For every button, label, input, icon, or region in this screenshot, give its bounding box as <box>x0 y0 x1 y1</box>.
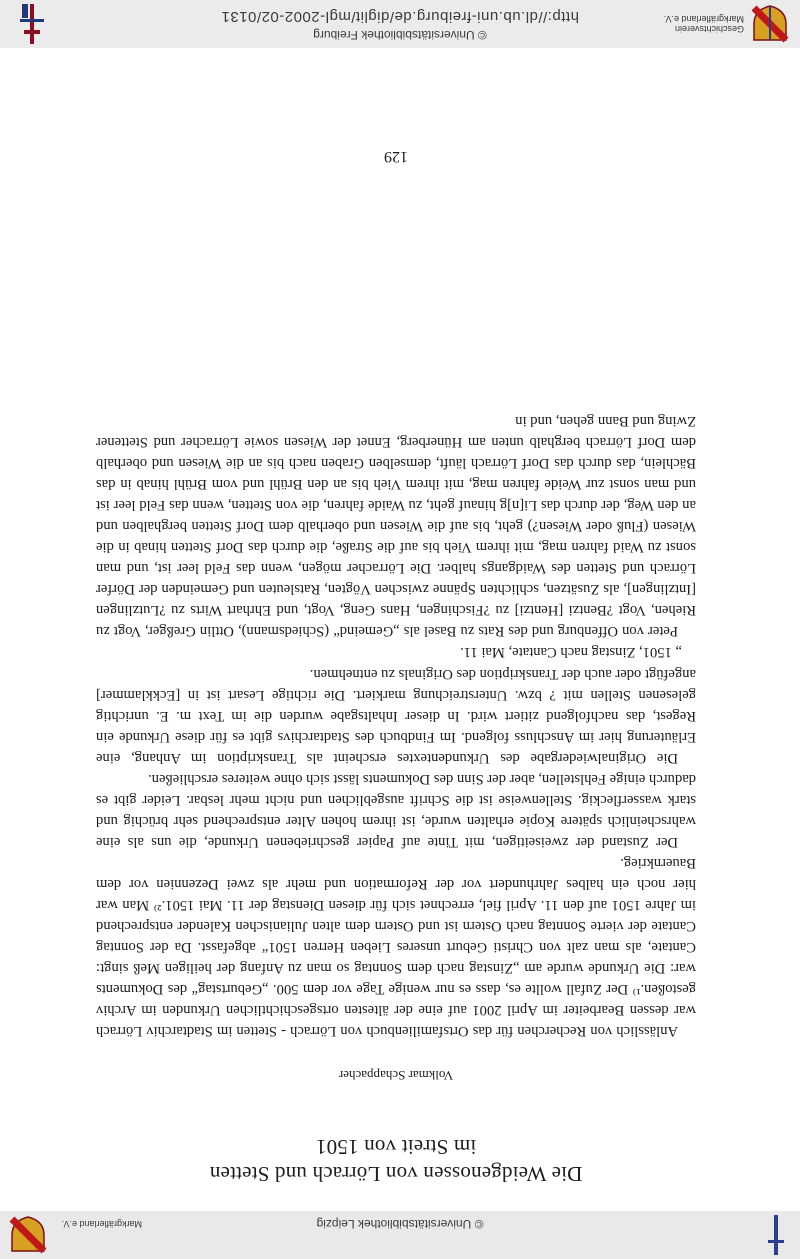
society-line-2: Markgräflerland e.V. <box>663 14 744 24</box>
regest-text: Peter von Offenburg und des Rats zu Basel als „Gemeind“ (Schiedsmann), Ottlin Greßger, Vogt zu Riehen, Vogt ?Bentzi [Hentzi] zu ?Fischingen, Hans Geng, Vogt, und Ehrhart Wirts zu ?Lutzlingen [Intzlingen], als Zusätzen, schlichten Spänne zwischen Vögten, Ratsleuten und Gemeinden der Dörfer Lörrach und Stetten des Waidgangs halber. Die Lörracher mögen, wenn das Feld leer ist, und man sonst zu Waid fahren mag, mit ihrem Vieh bis auf die Straße, die durch das Dorf Stetten hinab in die Wiesen (Fluß oder Wiesen?) geht, bis auf die Wiesen und oberhalb dem Dorf Stetten berghalben und an den Weg, der durch das Li[n]g hinauf geht, zu Waide fahren, die von Stetten, wenn das Feld leer ist und man sonst zur Weide fahren mag, mit ihrem Vieh bis an den Brühl und vom Brühl hinab in das Bächlein, das durch das Dorf Lörrach läuft, demselben Graben nach bis an die Wiesen und oberhalb dem Dorf Lörrach berghalb unten am Hünerberg, Ennet der Wiesen sowie Lörracher und Stettener Zwing und Bann gehen, und in <box>96 413 696 639</box>
regest-date-line: „ 1501, Zinstag nach Cantate, Mai 11. <box>460 644 682 660</box>
society-line-1: Geschichtsverein <box>674 24 744 34</box>
header-library-line: © Universitätsbibliothek Leipzig <box>316 1217 484 1231</box>
paragraph-condition: Der Zustand der zweiseitigen, mit Tinte auf Papier geschriebenen Urkunde, die uns als eine wahrscheinlich spätere Kopie erhalten wurde, ist ihrem hohen Alter entsprechend sehr brüchig und stark wasserfleckig. Stellenweise ist die Schrift ausgeblichen und nicht mehr lesbar. Leider gibt es dadurch einige Fehlstellen, aber der Sinn des Dokuments lässt sich ohne weiteres erschließen. <box>96 771 696 850</box>
paragraph-transcription-note: Die Originalwiedergabe des Urkundentextes erscheint als Transkription im Anhang, eine Erläuterung hier im Anschluss folgend. Im Findbuch des Stadtarchivs gibt es für diese Urkunde ein Regest, das nachfolgend zitiert wird. In dieser Inhaltsgabe wurden die im Text m. E. unrichtig gelesenen Stellen mit ? bzw. Unterstreichung markiert. Die richtige Lesart ist in [Eckklammer] angefügt oder auch der Transkription des Originals zu entnehmen. <box>96 666 696 766</box>
header-society-text: Markgräflerland e.V. <box>61 1219 142 1229</box>
library-logo-icon <box>20 4 44 44</box>
article-title <box>96 1133 696 1187</box>
footer-library-line: © Universitätsbibliothek Freiburg <box>313 28 487 42</box>
paragraph-intro: Anlässlich von Recherchen für das Ortsfamilienbuch von Lörrach - Stetten im Stadtarchiv Lörrach war dessen Bearbeiter im April 2001 auf eine der ältesten ortsgeschichtlichen Urkunden im Archiv gestoßen.¹⁾ Der Zufall wollte es, dass es nur wenige Tage vor dem 500. „Geburtstag“ des Dokuments war: Die Urkunde wurde am „Zinstag nach dem Sonntag so man zu Anfang der heiligen Meß singt: Cantate, als man zalt von Christi Geburt unseres Lieben Herren 1501“ abgefasst. Da der Sonntag Cantate der vierte Sonntag nach Ostern ist und Ostern dem alten Julianischen Kalender entsprechend im Jahre 1501 auf den 11. April fiel, errechnet sich für diesen Dienstag der 11. Mai 1501.²⁾ Man war hier noch ein halbes Jahrhundert vor der Reformation und mehr als zwei Dezennien vor dem Bauernkrieg. <box>96 855 696 1039</box>
header-bar <box>0 1211 800 1259</box>
title-line-2: im Streit von 1501 <box>315 1135 477 1159</box>
page-number: 129 <box>384 148 408 165</box>
article <box>96 148 696 1187</box>
footer-url[interactable]: http://dl.ub.uni-freiburg.de/diglit/mgl-2002-02/0131 <box>221 8 579 25</box>
author-name: Volkmar Schappacher <box>338 1068 454 1083</box>
footer-bar <box>0 0 800 48</box>
title-line-1: Die Weidgenossen von Lörrach und Stetten <box>209 1162 583 1186</box>
header-crest-icon <box>8 1215 48 1255</box>
